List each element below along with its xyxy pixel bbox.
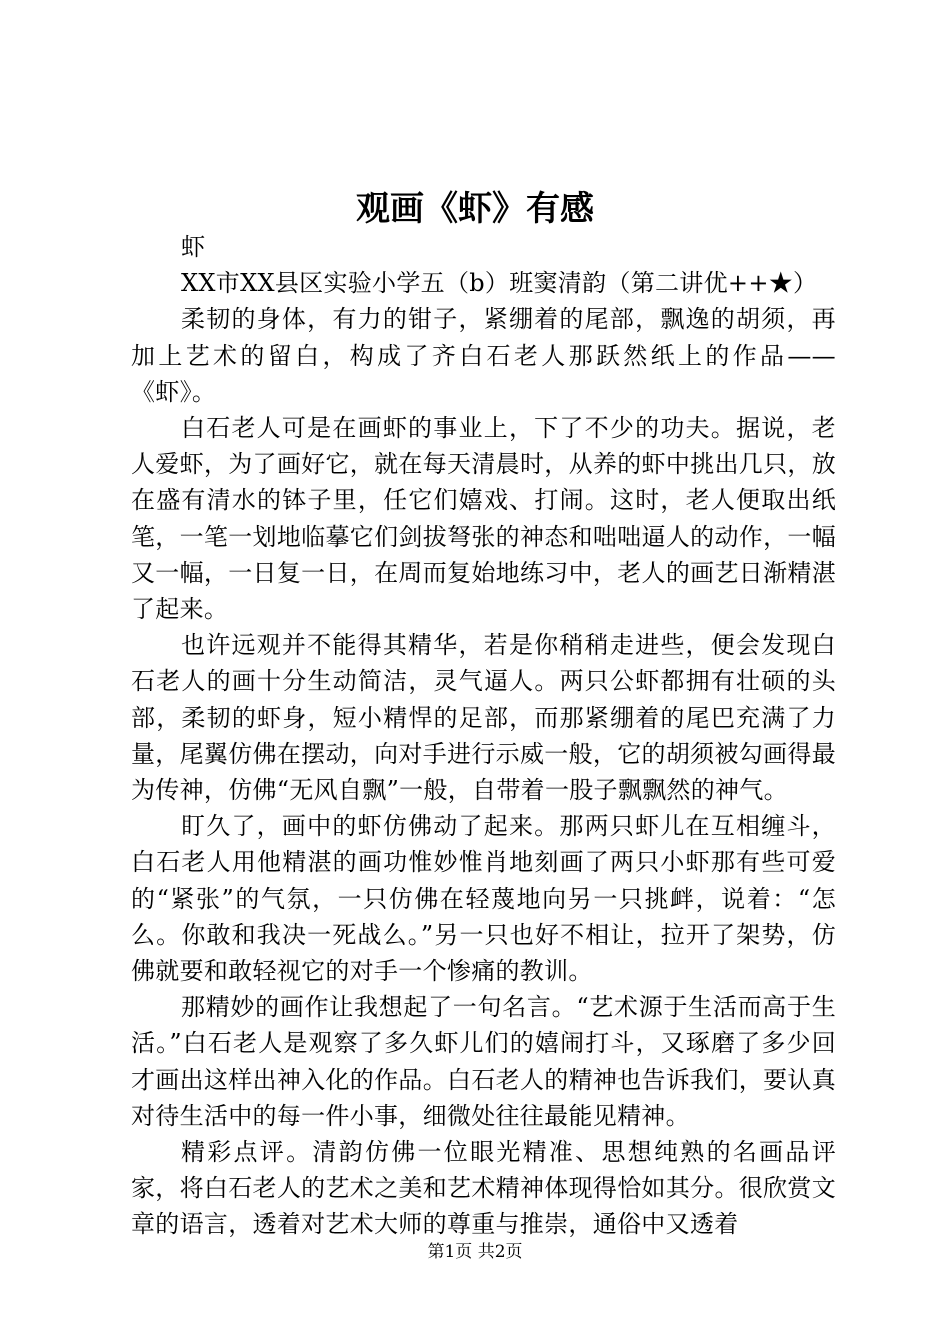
paragraph-subject: 虾	[181, 233, 206, 261]
paragraph-2: 白石老人可是在画虾的事业上，下了不少的功夫。据说，老人爱虾，为了画好它，就在每天清晨时，从养的虾中挑出几只，放在盛有清水的钵子里，任它们嬉戏、打闹。这时，老人便取出纸笔，一笔一划地临摹它们剑拔弩张的神态和咄咄逼人的动作，一幅又一幅，一日复一日，在周而复始地练习中，老人的画艺日渐精湛了起来。	[131, 414, 836, 624]
paragraph-5: 那精妙的画作让我想起了一句名言。“艺术源于生活而高于生活。”白石老人是观察了多久虾儿们的嬉闹打斗，又琢磨了多少回才画出这样出神入化的作品。白石老人的精神也告诉我们，要认真对待生活中的每一件小事，细微处往往最能见精神。	[131, 993, 836, 1130]
paragraph-comment: 精彩点评。清韵仿佛一位眼光精准、思想纯熟的名画品评家，将白石老人的艺术之美和艺术精神体现得恰如其分。很欣赏文章的语言，透着对艺术大师的尊重与推崇，通俗中又透着	[131, 1138, 836, 1239]
paragraph-1: 柔韧的身体，有力的钳子，紧绷着的尾部，飘逸的胡须，再加上艺术的留白，构成了齐白石老人那跃然纸上的作品——《虾》。	[131, 305, 836, 406]
document-body	[131, 229, 836, 1243]
page-footer: 第1页 共2页	[427, 1242, 523, 1262]
paragraph-author-line: XX市XX县区实验小学五（b）班窦清韵（第二讲优++★）	[181, 269, 818, 298]
document-title: 观画《虾》有感	[356, 189, 594, 229]
paragraph-3: 也许远观并不能得其精华，若是你稍稍走进些，便会发现白石老人的画十分生动简洁，灵气逼人。两只公虾都拥有壮硕的头部，柔韧的虾身，短小精悍的足部，而那紧绷着的尾巴充满了力量，尾翼仿佛在摆动，向对手进行示威一般，它的胡须被勾画得最为传神，仿佛“无风自飘”一般，自带着一股子飘飘然的神气。	[131, 631, 836, 805]
paragraph-4: 盯久了，画中的虾仿佛动了起来。那两只虾儿在互相缠斗，白石老人用他精湛的画功惟妙惟肖地刻画了两只小虾那有些可爱的“紧张”的气氛，一只仿佛在轻蔑地向另一只挑衅，说着：“怎么。你敢和我决一死战么。”另一只也好不相让，拉开了架势，仿佛就要和敢轻视它的对手一个惨痛的教训。	[131, 812, 836, 986]
